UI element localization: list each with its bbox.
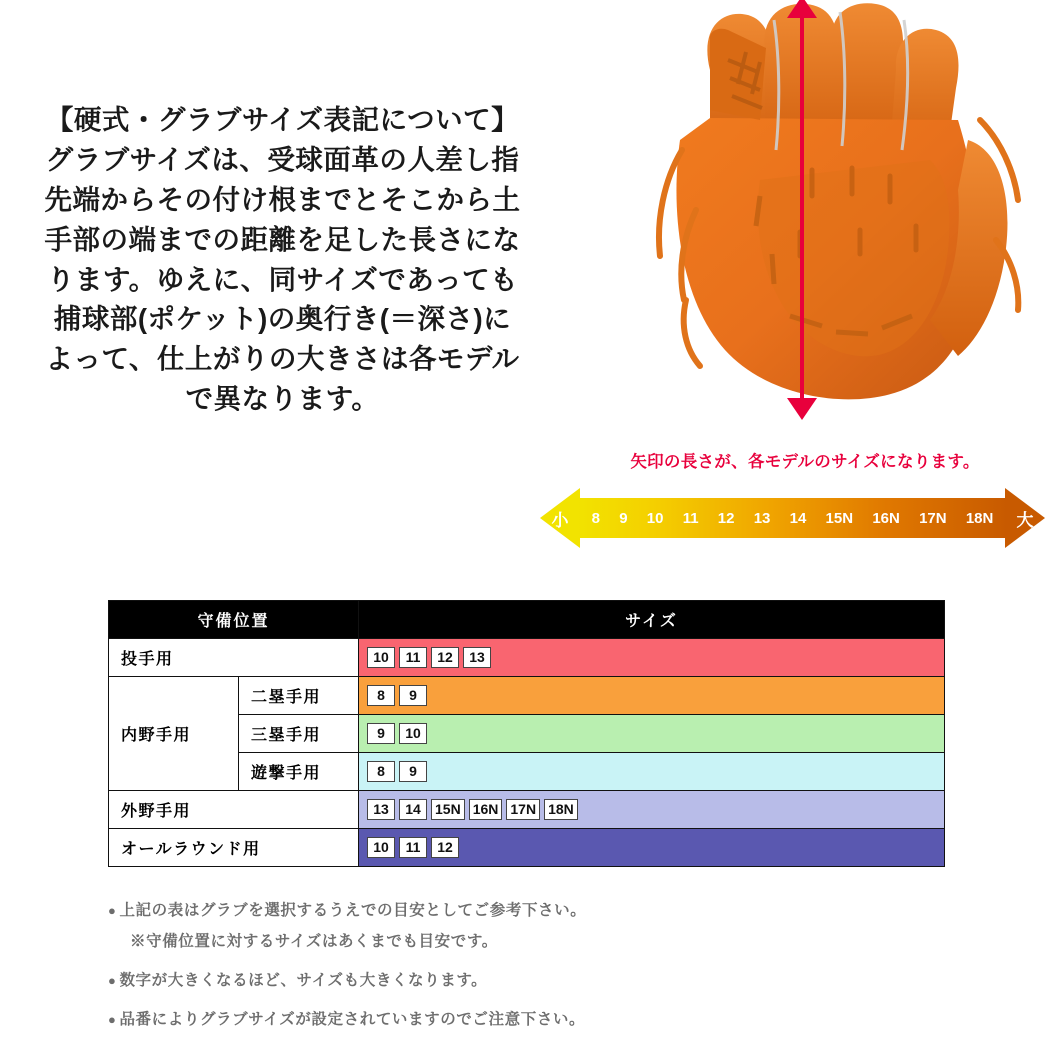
header-position: 守備位置 [109,601,359,639]
notes-block [108,898,968,1046]
scale-tick: 11 [682,509,699,527]
intro-text-block [10,100,555,419]
size-chip: 16N [469,799,503,821]
size-chip: 11 [399,647,427,669]
bullet-icon: ● [108,1012,117,1027]
row-sizes-pitcher [359,639,945,677]
row-sizes-outfield [359,791,945,829]
baseball-glove-photo [560,0,1050,440]
bullet-icon: ● [108,973,117,988]
size-chip: 10 [367,647,395,669]
table-row [109,639,945,677]
arrow-up-icon [787,0,817,18]
size-chip: 13 [367,799,395,821]
row-label-infield: 内野手用 [109,677,239,791]
note-text: 上記の表はグラブを選択するうえでの目安としてご参考下さい。 [119,902,587,919]
size-chip: 17N [506,799,540,821]
table-row [109,791,945,829]
photo-caption: 矢印の長さが、各モデルのサイズになります。 [630,453,980,471]
size-chip: 12 [431,647,459,669]
row-label-outfield: 外野手用 [109,791,359,829]
scale-tick: 18N [965,509,994,527]
intro-line: 先端からその付け根までとそこから土 [44,183,521,215]
row-label-allround: オールラウンド用 [109,829,359,867]
size-measure-line [800,6,804,416]
scale-tick: 14 [789,509,807,527]
size-chip: 9 [367,723,395,745]
intro-line: 手部の端までの距離を足した長さにな [44,223,521,255]
arrow-down-icon [787,398,817,420]
intro-line: よって、仕上がりの大きさは各モデル [45,343,520,375]
size-chip: 18N [544,799,578,821]
scale-tick: 9 [619,509,628,527]
size-chip: 13 [463,647,491,669]
note-item [108,898,968,920]
intro-line: で異なります。 [185,383,380,415]
row-sublabel-shortstop: 遊撃手用 [239,753,359,791]
scale-tick: 15N [825,509,854,527]
intro-line: グラブサイズは、受球面革の人差し指 [45,143,520,175]
size-chip: 8 [367,761,395,783]
row-sizes-second-base [359,677,945,715]
size-chip: 9 [399,685,427,707]
note-item [108,929,968,951]
scale-tick: 10 [646,509,664,527]
scale-tick: 16N [872,509,900,527]
row-sublabel-third-base: 三塁手用 [239,715,359,753]
glove-photo-container [560,0,1050,440]
scale-tick: 8 [591,509,600,527]
scale-tick: 13 [753,509,771,527]
scale-tick: 17N [919,509,947,527]
intro-line: 捕球部(ポケット)の奥行き(＝深さ)に [53,303,512,335]
size-chip: 9 [399,761,427,783]
bullet-icon: ● [108,903,117,918]
intro-line: ります。ゆえに、同サイズであっても [46,263,519,295]
row-sizes-shortstop [359,753,945,791]
scale-tick-group [580,510,1005,527]
row-sizes-allround [359,829,945,867]
size-chip: 11 [399,837,427,859]
note-text: 品番によりグラブサイズが設定されていますのでご注意下さい。 [119,1011,586,1028]
scale-labels [540,488,1045,548]
scale-left-label: 小 [551,510,569,530]
size-chip: 10 [367,837,395,859]
table-header-row [109,601,945,639]
scale-right-label: 大 [1016,510,1034,530]
size-chip: 12 [431,837,459,859]
size-scale-arrow [540,488,1045,548]
note-item [108,968,968,990]
size-chip: 10 [399,723,427,745]
row-sublabel-second-base: 二塁手用 [239,677,359,715]
position-size-table [108,600,945,867]
size-chip: 15N [431,799,465,821]
table-row [109,829,945,867]
note-text: ※守備位置に対するサイズはあくまでも目安です。 [130,933,498,950]
table-row [109,677,945,715]
row-sizes-third-base [359,715,945,753]
header-size: サイズ [359,601,945,639]
note-text: 数字が大きくなるほど、サイズも大きくなります。 [119,972,488,989]
intro-line: 【硬式・グラブサイズ表記について】 [45,104,520,135]
scale-tick: 12 [717,509,735,527]
size-chip: 8 [367,685,395,707]
row-label-pitcher: 投手用 [109,639,359,677]
note-item [108,1007,968,1029]
size-chip: 14 [399,799,427,821]
